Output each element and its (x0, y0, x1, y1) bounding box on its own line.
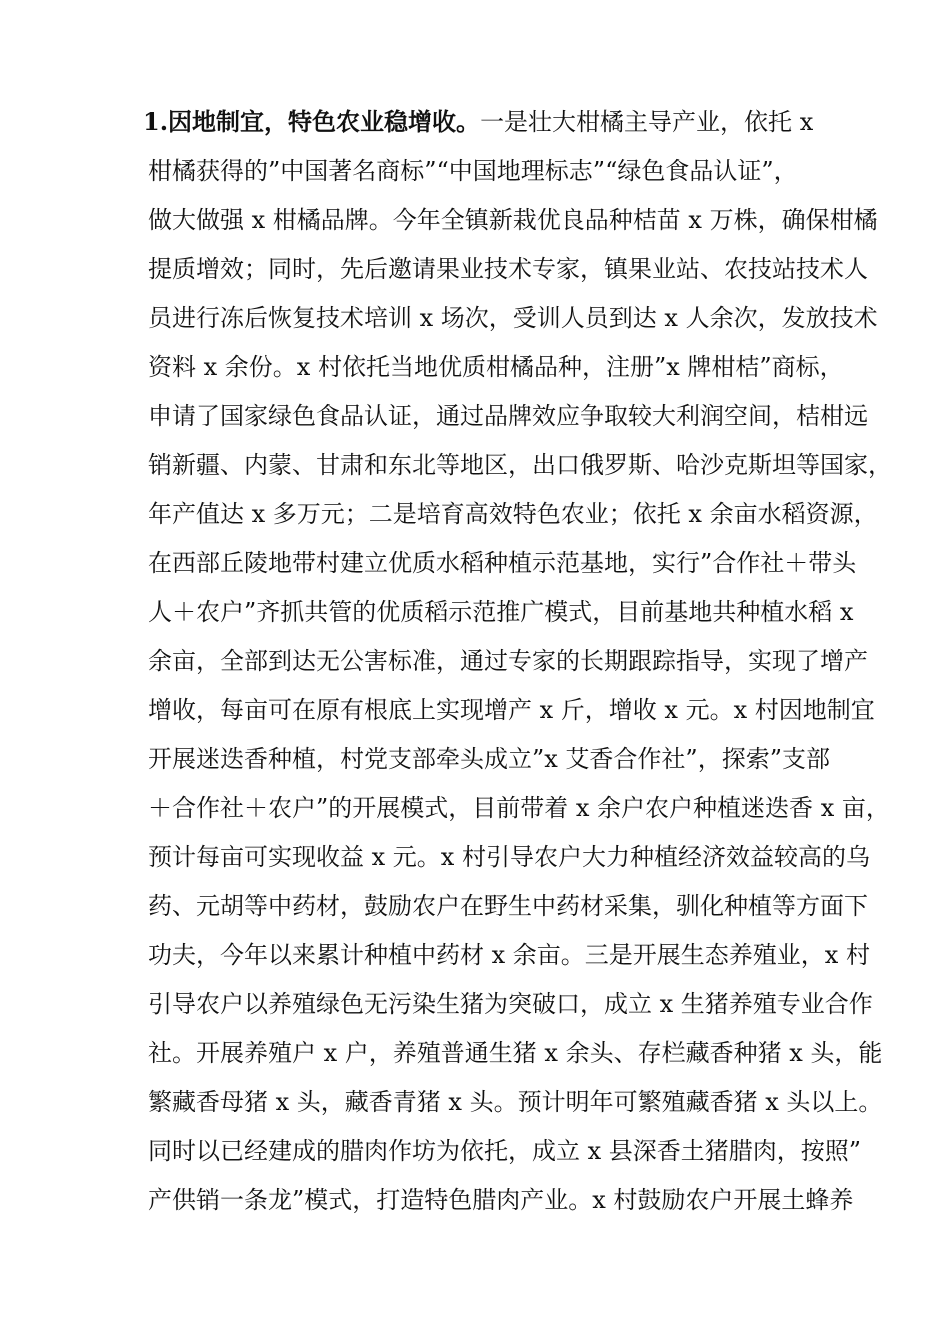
text-line: 资料 x 余份。x 村依托当地优质柑橘品种，注册”x 牌柑桔”商标， (148, 353, 844, 381)
text-line-1 (0, 106, 950, 138)
text-line: 做大做强 x 柑橘品牌。今年全镇新栽优良品种桔苗 x 万株，确保柑橘 (148, 206, 878, 234)
text-line: 员进行冻后恢复技术培训 x 场次，受训人员到达 x 人余次，发放技术 (148, 304, 878, 332)
text-line: 增收，每亩可在原有根底上实现增产 x 斤，增收 x 元。x 村因地制宜 (148, 696, 875, 724)
text-line: 药、元胡等中药材，鼓励农户在野生中药材采集，驯化种植等方面下 (148, 892, 868, 920)
text-line: 繁藏香母猪 x 头，藏香青猪 x 头。预计明年可繁殖藏香猪 x 头以上。 (148, 1088, 883, 1116)
text-line: 社。开展养殖户 x 户，养殖普通生猪 x 余头、存栏藏香种猪 x 头，能 (148, 1039, 883, 1067)
text-line: 同时以已经建成的腊肉作坊为依托，成立 x 县深香土猪腊肉，按照” (148, 1137, 862, 1165)
paragraph-text: 一是壮大柑橘主导产业，依托 x (480, 108, 814, 136)
text-line: 功夫，今年以来累计种植中药材 x 余亩。三是开展生态养殖业，x 村 (148, 941, 870, 969)
text-line: 申请了国家绿色食品认证，通过品牌效应争取较大利润空间，桔柑远 (148, 402, 868, 430)
text-line: 在西部丘陵地带村建立优质水稻种植示范基地，实行”合作社＋带头 (148, 549, 857, 577)
text-line: 引导农户以养殖绿色无污染生猪为突破口，成立 x 生猪养殖专业合作 (148, 990, 873, 1018)
text-line: 柑橘获得的”中国著名商标”“中国地理标志”“绿色食品认证”， (148, 157, 798, 185)
text-line: 人＋农户”齐抓共管的优质稻示范推广模式，目前基地共种植水稻 x (148, 598, 854, 626)
text-line: 开展迷迭香种植，村党支部牵头成立”x 艾香合作社”，探索”支部 (148, 745, 830, 773)
section-heading: 1.因地制宜，特色农业稳增收。 (143, 107, 481, 136)
text-line: 年产值达 x 多万元；二是培育高效特色农业；依托 x 余亩水稻资源， (148, 500, 878, 528)
text-line: 产供销一条龙”模式，打造特色腊肉产业。x 村鼓励农户开展土蜂养 (148, 1186, 854, 1214)
text-line: ＋合作社＋农户”的开展模式，目前带着 x 余户农户种植迷迭香 x 亩， (148, 794, 890, 822)
text-line: 提质增效；同时，先后邀请果业技术专家，镇果业站、农技站技术人 (148, 255, 868, 283)
text-line: 销新疆、内蒙、甘肃和东北等地区，出口俄罗斯、哈沙克斯坦等国家， (148, 451, 892, 479)
text-line: 余亩，全部到达无公害标准，通过专家的长期跟踪指导，实现了增产 (148, 647, 868, 675)
text-line: 预计每亩可实现收益 x 元。x 村引导农户大力种植经济效益较高的乌 (148, 843, 870, 871)
